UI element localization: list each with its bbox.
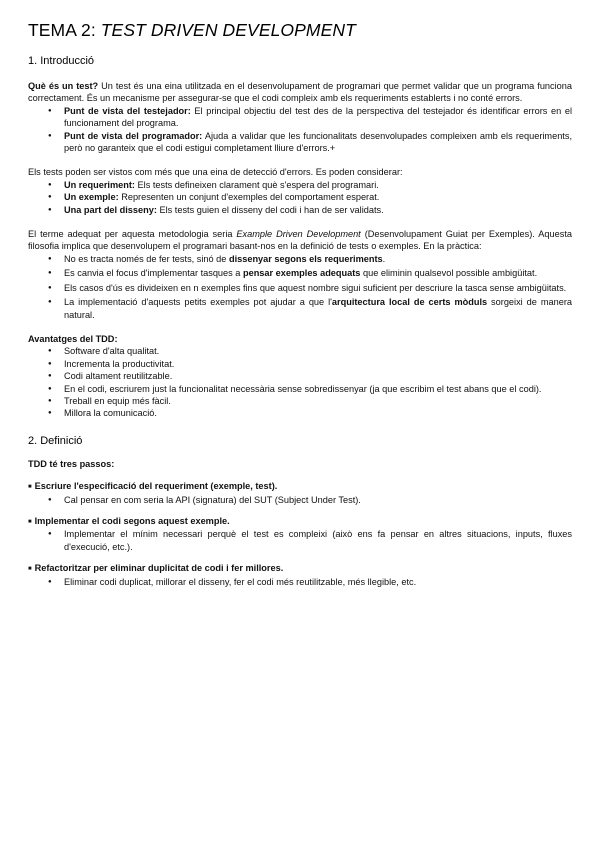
- title-italic: TEST DRIVEN DEVELOPMENT: [100, 20, 356, 40]
- list-item: ● Una part del disseny: Els tests guien el disseny del codi i han de ser validats.: [28, 204, 572, 216]
- list-item: ● La implementació d'aquests petits exemples pot ajudar a que l'arquitectura local de certs mòduls sorgeixi de manera natural.: [28, 296, 572, 321]
- step-title: ■ Implementar el codi segons aquest exemple.: [28, 515, 230, 526]
- practice-list: [28, 253, 572, 321]
- edd-paragraph: El terme adequat per aquesta metodologia seria Example Driven Development (Desenvolupament Guiat per Exemples). Aquesta filosofia implica que desenvolupem el programari basant-nos en la definició de tests o exemples. En la pràctica:: [28, 229, 572, 252]
- step-title: ■ Refactoritzar per eliminar duplicitat de codi i fer millores.: [28, 563, 284, 574]
- list-item: ● Eliminar codi duplicat, millorar el disseny, fer el codi més reutilitzable, més llegible, etc.: [28, 576, 572, 588]
- list-item: ● Implementar el mínim necessari perquè el test es compleixi (això ens fa pensar en altres situacions, inputs, fluxes d'execució, etc.).: [28, 528, 572, 553]
- list-item: ● En el codi, escriurem just la funcionalitat necessària sense sobredissenyar (ja que escribim el test abans que el codi).: [28, 383, 572, 395]
- viewpoints-list: [28, 105, 572, 155]
- square-bullet-icon: ■: [28, 566, 32, 573]
- list-item: ● Millora la comunicació.: [28, 407, 572, 419]
- list-item: ● Un exemple: Representen un conjunt d'exemples del comportament esperat.: [28, 191, 572, 203]
- list-item: ● Incrementa la productivitat.: [28, 358, 572, 370]
- list-item: ● Software d'alta qualitat.: [28, 345, 572, 357]
- advantages-list: [28, 345, 572, 419]
- steps-heading: TDD té tres passos:: [28, 458, 115, 469]
- list-item: ● Un requeriment: Els tests defineixen clarament què s'espera del programari.: [28, 179, 572, 191]
- intro-paragraph: [28, 80, 572, 105]
- section-heading-definicio: 2. Definició: [28, 434, 83, 447]
- list-item: ● Es canvia el focus d'implementar tasques a pensar exemples adequats que eliminin qualsevol possible ambigüitat.: [28, 267, 572, 279]
- title-prefix: TEMA 2:: [28, 20, 101, 40]
- document-title: [28, 18, 572, 42]
- square-bullet-icon: ■: [28, 484, 32, 491]
- list-item: ● Els casos d'ús es divideixen en n exemples fins que aquest nombre sigui suficient per descriure la tasca sense ambigüitats.: [28, 282, 572, 294]
- intro-text: Un test és una eina utilitzada en el desenvolupament de programari que permet validar que un programa funciona correctament. És un mecanisme per assegurar-se que el codi compleix amb els requeriments establerts i no conté errors.: [28, 81, 572, 104]
- list-item: ● Treball en equip més fàcil.: [28, 395, 572, 407]
- document-page: [28, 18, 572, 588]
- step-block: [28, 562, 572, 588]
- list-item: ● Punt de vista del programador: Ajuda a validar que les funcionalitats desenvolupades compleixen amb els requeriments, però no garanteix que el codi estigui completament lliure d'errors.+: [28, 130, 572, 155]
- list-item: ● Codi altament reutilitzable.: [28, 370, 572, 382]
- consider-paragraph: Els tests poden ser vistos com més que una eina de detecció d'errors. Es poden considerar:: [28, 167, 403, 178]
- step-block: [28, 515, 572, 553]
- intro-bold: Què és un test?: [28, 81, 99, 91]
- advantages-heading: Avantatges del TDD:: [28, 333, 118, 344]
- list-item: ● Punt de vista del testejador: El principal objectiu del test des de la perspectiva del testejador és identificar errors en el funcionament del programa.: [28, 105, 572, 130]
- list-item: ● Cal pensar en com seria la API (signatura) del SUT (Subject Under Test).: [28, 494, 572, 506]
- list-item: ● No es tracta només de fer tests, sinó de dissenyar segons els requeriments.: [28, 253, 572, 265]
- square-bullet-icon: ■: [28, 518, 32, 525]
- step-title: ■ Escriure l'especificació del requeriment (exemple, test).: [28, 481, 278, 492]
- section-heading-introduccio: 1. Introducció: [28, 55, 95, 67]
- step-block: [28, 480, 572, 506]
- consider-list: [28, 179, 572, 216]
